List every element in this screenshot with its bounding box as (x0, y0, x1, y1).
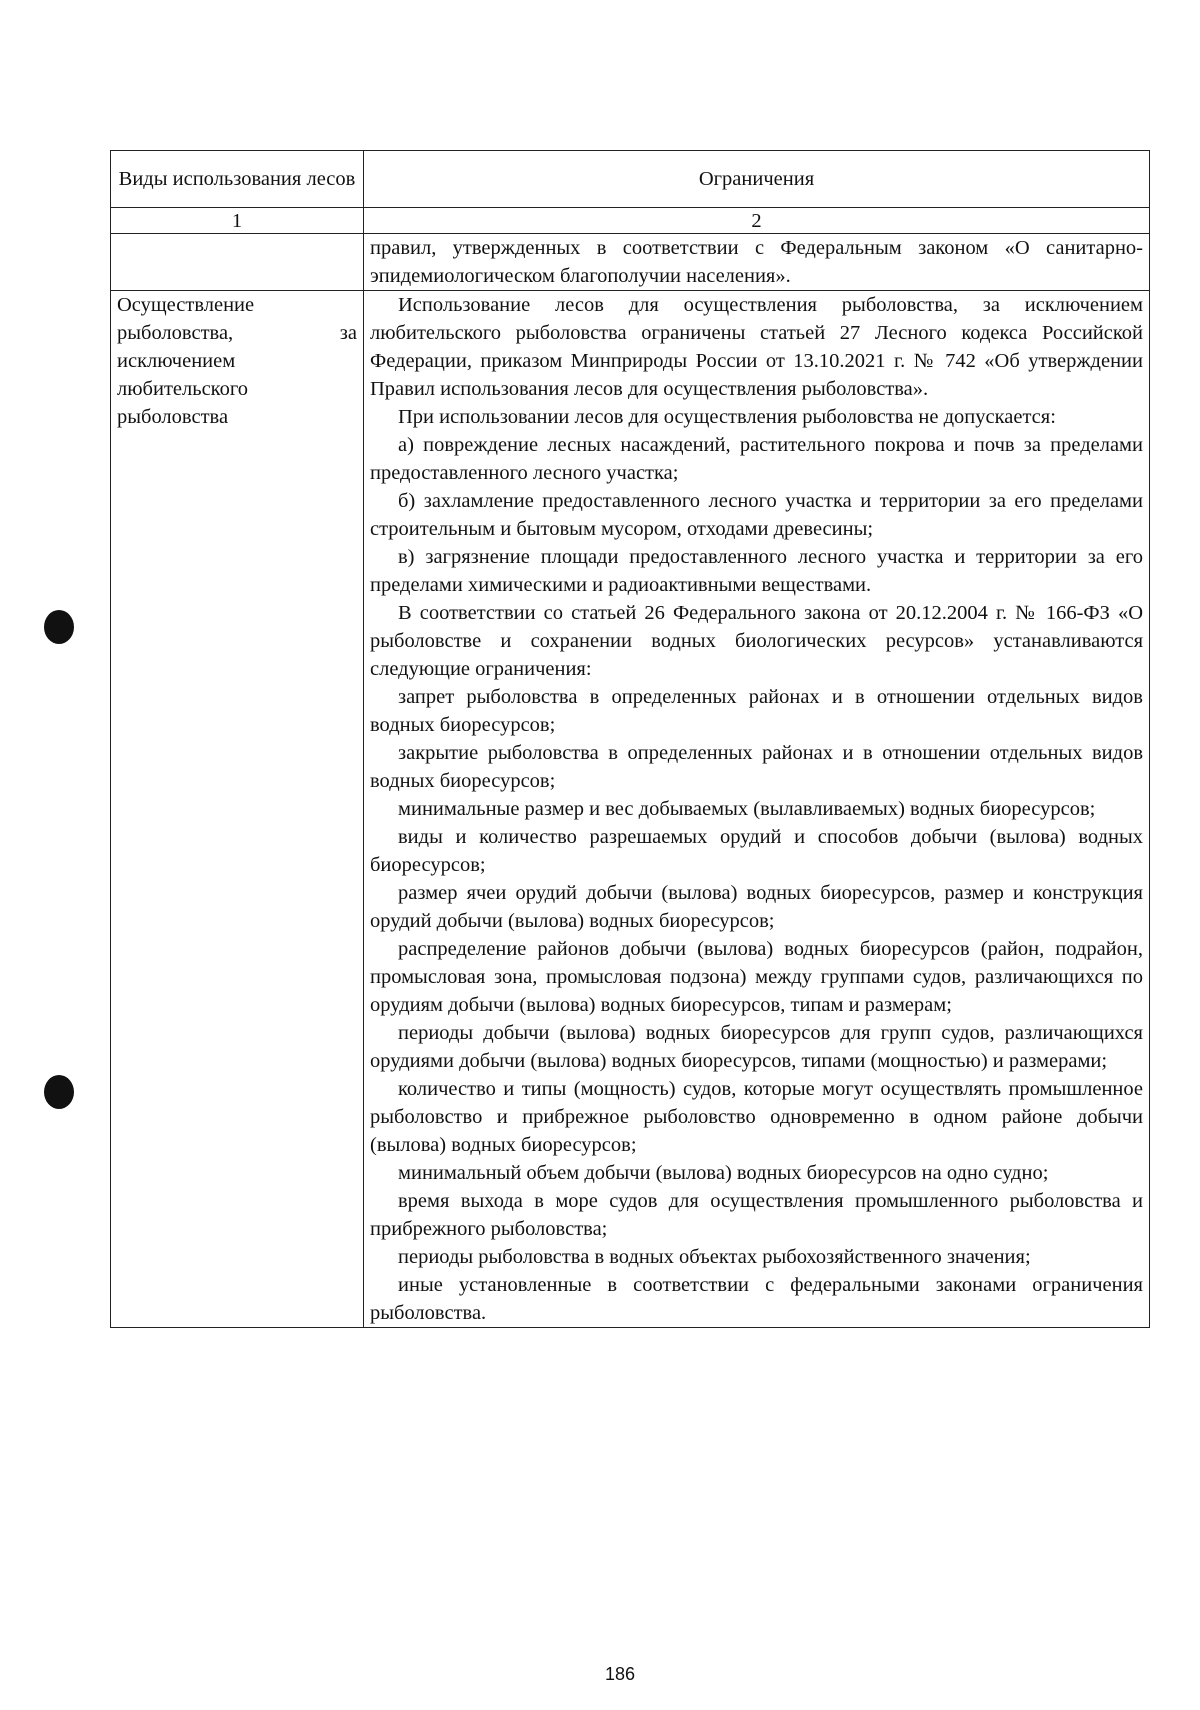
paragraph: а) повреждение лесных насаждений, растительного покрова и почв за пределами предоставленного лесного участка; (370, 434, 1143, 484)
punch-hole-top (44, 610, 74, 644)
punch-hole-bottom (44, 1075, 74, 1109)
paragraph: виды и количество разрешаемых орудий и способов добычи (вылова) водных биоресурсов; (370, 826, 1143, 876)
type-line: рыболовства (117, 406, 229, 428)
forest-use-type-cell (111, 291, 364, 1328)
paragraph: минимальные размер и вес добываемых (вылавливаемых) водных биоресурсов; (398, 798, 1096, 820)
type-line: любительского (117, 378, 248, 400)
paragraph: В соответствии со статьей 26 Федерального закона от 20.12.2004 г. № 166-ФЗ «О рыболовстве и сохранении водных биологических ресурсов» устанавливаются следующие ограничения: (370, 602, 1143, 680)
restrictions-cell (364, 291, 1150, 1328)
paragraph: При использовании лесов для осуществления рыболовства не допускается: (398, 406, 1056, 428)
header-forest-use-types: Виды использования лесов (111, 151, 364, 208)
paragraph: время выхода в море судов для осуществления промышленного рыболовства и прибрежного рыболовства; (370, 1190, 1143, 1240)
column-number-2: 2 (364, 208, 1150, 234)
restrictions-table (110, 150, 1150, 1328)
header-restrictions: Ограничения (364, 151, 1150, 208)
type-line: исключением (117, 350, 236, 372)
paragraph: б) захламление предоставленного лесного участка и территории за его пределами строительным и бытовым мусором, отходами древесины; (370, 490, 1143, 540)
paragraph: в) загрязнение площади предоставленного лесного участка и территории за его пределами химическими и радиоактивными веществами. (370, 546, 1143, 596)
table-row-fishing (111, 291, 1150, 1328)
paragraph: периоды рыболовства в водных объектах рыбохозяйственного значения; (398, 1246, 1031, 1268)
table-header-row (111, 151, 1150, 208)
paragraph: минимальный объем добычи (вылова) водных биоресурсов на одно судно; (398, 1162, 1049, 1184)
paragraph: периоды добычи (вылова) водных биоресурсов для групп судов, различающихся орудиями добычи (вылова) водных биоресурсов, типами (мощностью) и размерами; (370, 1022, 1143, 1072)
paragraph: закрытие рыболовства в определенных районах и в отношении отдельных видов водных биоресурсов; (370, 742, 1143, 792)
type-line: Осуществление (117, 294, 255, 316)
paragraph: распределение районов добычи (вылова) водных биоресурсов (район, подрайон, промысловая зона, промысловая подзона) между группами судов, различающихся по орудиям добычи (вылова) водных биоресурсов, типам и размерам; (370, 938, 1143, 1016)
empty-cell (111, 234, 364, 291)
continuation-text: правил, утвержденных в соответствии с Федеральным законом «О санитарно-эпидемиологическом благополучии населения». (370, 237, 1143, 287)
table-row-continuation (111, 234, 1150, 291)
paragraph: размер ячеи орудий добычи (вылова) водных биоресурсов, размер и конструкция орудий добычи (вылова) водных биоресурсов; (370, 882, 1143, 932)
page-number: 186 (604, 1664, 636, 1684)
type-line: за (339, 322, 357, 344)
paragraph: количество и типы (мощность) судов, которые могут осуществлять промышленное рыболовство и прибрежное рыболовство одновременно в одном районе добычи (вылова) водных биоресурсов; (370, 1078, 1143, 1156)
paragraph: запрет рыболовства в определенных районах и в отношении отдельных видов водных биоресурсов; (370, 686, 1143, 736)
paragraph: иные установленные в соответствии с федеральными законами ограничения рыболовства. (370, 1274, 1143, 1324)
column-number-row (111, 208, 1150, 234)
paragraph: Использование лесов для осуществления рыболовства, за исключением любительского рыболовства ограничены статьей 27 Лесного кодекса Российской Федерации, приказом Минприроды России от 13.10.2021 г. № 742 «Об утверждении Правил использования лесов для осуществления рыболовства». (370, 294, 1143, 400)
column-number-1: 1 (111, 208, 364, 234)
type-line: рыболовства, (117, 322, 234, 344)
